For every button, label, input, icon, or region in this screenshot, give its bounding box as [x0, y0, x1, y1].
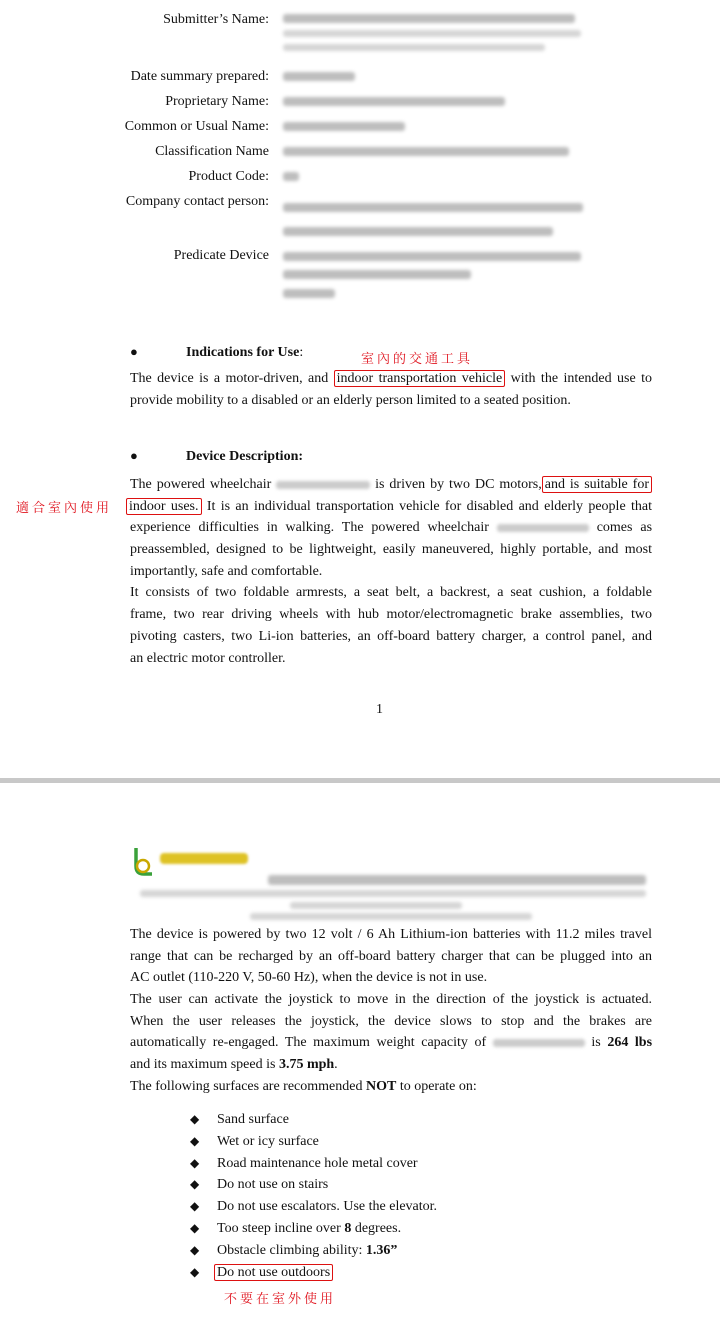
- submitter-label: Submitter’s Name:: [163, 12, 269, 27]
- redacted-submitter-name: [283, 14, 575, 23]
- redacted-company-name: [268, 875, 646, 885]
- redacted-predicate-line-1: [283, 252, 581, 261]
- redacted-common-name: [283, 122, 405, 131]
- wheelchair-logo-icon: [130, 846, 154, 876]
- highlight-no-outdoors: Do not use outdoors: [214, 1264, 333, 1281]
- bullet-icon: ●: [130, 344, 138, 359]
- redacted-company-address: [140, 890, 646, 897]
- classification-name-label: Classification Name: [155, 144, 269, 159]
- redacted-classification-name: [283, 147, 569, 156]
- date-summary-label: Date summary prepared:: [130, 69, 269, 84]
- proprietary-name-label: Proprietary Name:: [165, 94, 269, 109]
- redacted-model: [276, 481, 370, 489]
- redacted-predicate-line-2: [283, 270, 471, 279]
- description-annotation: 適合室內使用: [16, 501, 113, 516]
- highlight-indoor-vehicle: indoor transportation vehicle: [334, 370, 506, 387]
- redacted-submitter-address: [283, 30, 581, 37]
- redacted-company-phone: [290, 902, 462, 909]
- redacted-contact-line-2: [283, 227, 553, 236]
- redacted-proprietary-name: [283, 97, 505, 106]
- contact-person-label: Company contact person:: [125, 194, 269, 209]
- diamond-bullet-icon: ◆: [190, 1264, 200, 1279]
- indications-heading: Indications for Use:: [186, 345, 304, 360]
- product-code-label: Product Code:: [188, 169, 269, 184]
- diamond-bullet-icon: ◆: [190, 1199, 200, 1214]
- redacted-company-email: [250, 913, 532, 920]
- redacted-model-3: [493, 1039, 585, 1047]
- diamond-bullet-icon: ◆: [190, 1133, 200, 1148]
- redacted-product-code: [283, 172, 299, 181]
- description-heading: Device Description:: [186, 449, 304, 464]
- company-logo: [130, 846, 256, 880]
- diamond-bullet-icon: ◆: [190, 1242, 200, 1257]
- diamond-bullet-icon: ◆: [190, 1112, 200, 1126]
- predicate-device-label: Predicate Device: [173, 248, 269, 263]
- highlight-indoor-uses: indoor uses.: [126, 498, 202, 515]
- page-number: 1: [376, 702, 383, 717]
- logo-wordmark: [160, 850, 252, 871]
- indications-annotation: 室內的交通工具: [361, 352, 474, 367]
- redacted-submitter-address-2: [283, 44, 545, 51]
- redacted-contact-line-1: [283, 203, 583, 212]
- redacted-predicate-line-3: [283, 289, 335, 298]
- diamond-bullet-icon: ◆: [190, 1220, 200, 1235]
- diamond-bullet-icon: ◆: [190, 1177, 200, 1192]
- description-paragraph: The powered wheelchair is driven by two DC motors, and is suitable for indoor uses. It is an individual transportation vehicle for disabled and elderly people that experience difficulties in walking. The powered wheelchair comes as preassembled, designed to be lightweight, easily maneuvered, highly portable, and most importantly, safe and comfortable. It consists of two foldable armrests, a seat belt, a backrest, a seat cushion, a foldable frame, two rear driving wheels with hub motor/electromagnetic brake assemblies, two pivoting casters, two Li-ion batteries, an off-board battery charger, a control panel, and an electric motor controller.: [130, 474, 652, 669]
- indications-paragraph: The device is a motor-driven, and indoor transportation vehicle with the intended use to provide mobility to a disabled or an elderly person limited to a seated position.: [130, 371, 653, 408]
- common-name-label: Common or Usual Name:: [124, 119, 269, 134]
- bullet-icon: ●: [130, 448, 138, 463]
- outdoor-annotation: 不要在室外使用: [224, 1292, 337, 1307]
- diamond-bullet-icon: ◆: [190, 1155, 200, 1170]
- redacted-model-2: [497, 524, 589, 532]
- document-page-2: The device is powered by two 12 volt / 6 Ah Lithium-ion batteries with 11.2 miles travel range that can be recharged by an off-board battery charger that can be plugged into an AC outlet (110-220 V, 50-60 Hz), when the device is not in use. The user can activate the joystick to move in the direction of the joystick is actuated. When the user releases the joystick, the device slows to stop and the brakes are automatically re-engaged. The maximum weight capacity of is 264 lbs and its maximum speed is 3.75 mph. The following surfaces are recommended NOT to operate on: ◆ Sand surface ◆ Wet or icy surface ◆ Road maintenance hole metal cover ◆ Do not use on stairs ◆ Do not use escalators. Use the elevator. ◆ Too steep incline over 8 degrees. ◆ Obstacle climbing ability: 1.36” ◆ Do not use outdoors 不要在室外使用: [0, 783, 720, 1342]
- redacted-date: [283, 72, 355, 81]
- power-paragraph: The device is powered by two 12 volt / 6 Ah Lithium-ion batteries with 11.2 miles travel range that can be recharged by an off-board battery charger that can be plugged into an AC outlet (110-220 V, 50-60 Hz), when the device is not in use. The user can activate the joystick to move in the direction of the joystick is actuated. When the user releases the joystick, the device slows to stop and the brakes are automatically re-engaged. The maximum weight capacity of is 264 lbs and its maximum speed is 3.75 mph. The following surfaces are recommended NOT to operate on:: [130, 927, 653, 1094]
- highlight-suitable-for: and is suitable for: [542, 476, 652, 493]
